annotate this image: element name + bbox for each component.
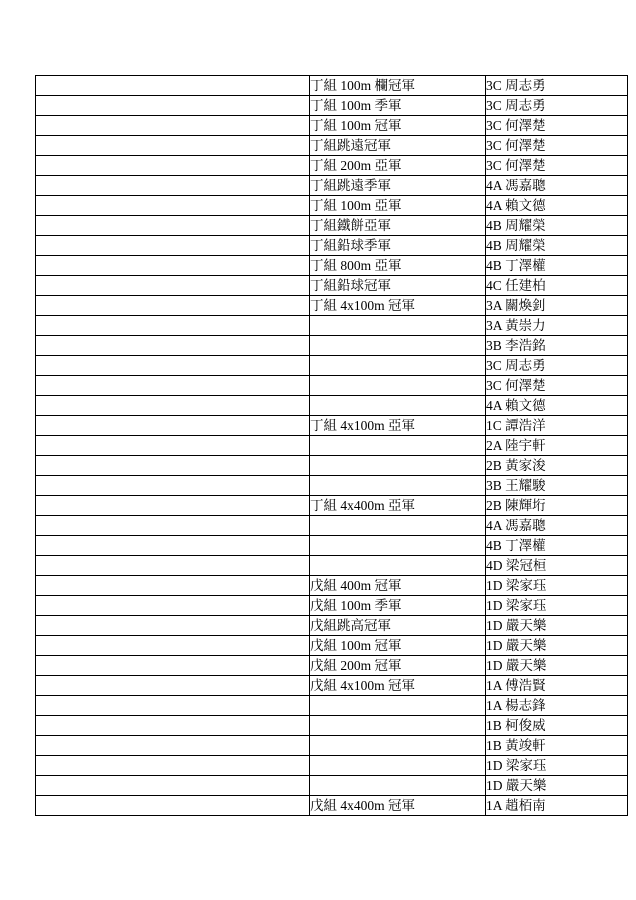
- award-row: [36, 376, 628, 396]
- event-cell: [310, 436, 486, 456]
- awardee-cell: 2A 陸宇軒: [486, 436, 628, 456]
- event-cell: [310, 776, 486, 796]
- event-cell: [310, 376, 486, 396]
- award-row: [36, 196, 628, 216]
- awardee-cell: 3A 關煥釗: [486, 296, 628, 316]
- awardee-cell: 4B 丁澤權: [486, 536, 628, 556]
- award-row: [36, 636, 628, 656]
- awardee-cell: 2B 陳輝垳: [486, 496, 628, 516]
- awardee-cell: 1A 傅浩賢: [486, 676, 628, 696]
- award-row: [36, 216, 628, 236]
- awardee-cell: 3C 何澤楚: [486, 116, 628, 136]
- blank-cell: [36, 396, 310, 416]
- awardee-cell: 2B 黃家浚: [486, 456, 628, 476]
- blank-cell: [36, 696, 310, 716]
- blank-cell: [36, 276, 310, 296]
- event-cell: 戊組跳高冠軍: [310, 616, 486, 636]
- blank-cell: [36, 136, 310, 156]
- event-cell: 丁組跳遠季軍: [310, 176, 486, 196]
- event-cell: 戊組 100m 季軍: [310, 596, 486, 616]
- award-row: [36, 796, 628, 816]
- awardee-cell: 1D 嚴天樂: [486, 656, 628, 676]
- blank-cell: [36, 496, 310, 516]
- event-cell: [310, 396, 486, 416]
- event-cell: [310, 556, 486, 576]
- blank-cell: [36, 296, 310, 316]
- event-cell: 丁組 4x400m 亞軍: [310, 496, 486, 516]
- event-cell: 戊組 100m 冠軍: [310, 636, 486, 656]
- blank-cell: [36, 536, 310, 556]
- award-row: [36, 536, 628, 556]
- awardee-cell: 1B 柯俊威: [486, 716, 628, 736]
- event-cell: 丁組鉛球冠軍: [310, 276, 486, 296]
- awardee-cell: 1D 梁家珏: [486, 596, 628, 616]
- awardee-cell: 3C 何澤楚: [486, 136, 628, 156]
- awardee-cell: 3C 周志勇: [486, 96, 628, 116]
- awardee-cell: 3C 周志勇: [486, 76, 628, 96]
- awardee-cell: 1C 譚浩洋: [486, 416, 628, 436]
- awardee-cell: 3B 李浩銘: [486, 336, 628, 356]
- awardee-cell: 1A 趙栢南: [486, 796, 628, 816]
- award-row: [36, 776, 628, 796]
- blank-cell: [36, 216, 310, 236]
- awardee-cell: 3B 王耀駿: [486, 476, 628, 496]
- event-cell: [310, 696, 486, 716]
- event-cell: [310, 736, 486, 756]
- award-row: [36, 236, 628, 256]
- blank-cell: [36, 796, 310, 816]
- blank-cell: [36, 96, 310, 116]
- blank-cell: [36, 156, 310, 176]
- awardee-cell: 1D 嚴天樂: [486, 616, 628, 636]
- awards-table-body: [36, 76, 628, 816]
- event-cell: [310, 456, 486, 476]
- award-row: [36, 436, 628, 456]
- event-cell: 戊組 4x400m 冠軍: [310, 796, 486, 816]
- award-row: [36, 676, 628, 696]
- blank-cell: [36, 776, 310, 796]
- event-cell: 戊組 4x100m 冠軍: [310, 676, 486, 696]
- blank-cell: [36, 736, 310, 756]
- award-row: [36, 96, 628, 116]
- event-cell: 丁組 200m 亞軍: [310, 156, 486, 176]
- award-row: [36, 396, 628, 416]
- awardee-cell: 4D 梁冠桓: [486, 556, 628, 576]
- awardee-cell: 3C 何澤楚: [486, 376, 628, 396]
- awardee-cell: 1D 梁家珏: [486, 756, 628, 776]
- award-row: [36, 276, 628, 296]
- event-cell: 丁組 800m 亞軍: [310, 256, 486, 276]
- event-cell: 戊組 200m 冠軍: [310, 656, 486, 676]
- awardee-cell: 3C 周志勇: [486, 356, 628, 376]
- blank-cell: [36, 196, 310, 216]
- blank-cell: [36, 756, 310, 776]
- awards-table: [35, 75, 628, 816]
- event-cell: [310, 716, 486, 736]
- award-row: [36, 156, 628, 176]
- blank-cell: [36, 716, 310, 736]
- awardee-cell: 3C 何澤楚: [486, 156, 628, 176]
- award-row: [36, 496, 628, 516]
- award-row: [36, 696, 628, 716]
- awardee-cell: 1A 楊志鋒: [486, 696, 628, 716]
- award-row: [36, 76, 628, 96]
- award-row: [36, 516, 628, 536]
- event-cell: [310, 336, 486, 356]
- award-row: [36, 616, 628, 636]
- blank-cell: [36, 256, 310, 276]
- award-row: [36, 656, 628, 676]
- awardee-cell: 4B 周耀榮: [486, 216, 628, 236]
- event-cell: 戊組 400m 冠軍: [310, 576, 486, 596]
- award-row: [36, 756, 628, 776]
- award-row: [36, 476, 628, 496]
- event-cell: [310, 516, 486, 536]
- awardee-cell: 1D 梁家珏: [486, 576, 628, 596]
- blank-cell: [36, 416, 310, 436]
- blank-cell: [36, 116, 310, 136]
- awardee-cell: 4A 馮嘉聰: [486, 516, 628, 536]
- blank-cell: [36, 576, 310, 596]
- blank-cell: [36, 316, 310, 336]
- blank-cell: [36, 616, 310, 636]
- event-cell: 丁組 100m 季軍: [310, 96, 486, 116]
- awardee-cell: 4C 任建柏: [486, 276, 628, 296]
- awardee-cell: 4B 丁澤權: [486, 256, 628, 276]
- blank-cell: [36, 376, 310, 396]
- blank-cell: [36, 476, 310, 496]
- event-cell: 丁組鐵餅亞軍: [310, 216, 486, 236]
- event-cell: [310, 476, 486, 496]
- award-row: [36, 116, 628, 136]
- award-row: [36, 176, 628, 196]
- event-cell: [310, 536, 486, 556]
- award-row: [36, 736, 628, 756]
- event-cell: 丁組 100m 亞軍: [310, 196, 486, 216]
- event-cell: 丁組 4x100m 冠軍: [310, 296, 486, 316]
- blank-cell: [36, 456, 310, 476]
- blank-cell: [36, 516, 310, 536]
- awardee-cell: 1B 黃竣軒: [486, 736, 628, 756]
- awardee-cell: 1D 嚴天樂: [486, 636, 628, 656]
- event-cell: 丁組 100m 欄冠軍: [310, 76, 486, 96]
- award-row: [36, 316, 628, 336]
- event-cell: 丁組 4x100m 亞軍: [310, 416, 486, 436]
- event-cell: [310, 756, 486, 776]
- blank-cell: [36, 176, 310, 196]
- awardee-cell: 4A 馮嘉聰: [486, 176, 628, 196]
- awardee-cell: 4A 賴文德: [486, 196, 628, 216]
- awardee-cell: 4B 周耀榮: [486, 236, 628, 256]
- event-cell: 丁組鉛球季軍: [310, 236, 486, 256]
- event-cell: 丁組 100m 冠軍: [310, 116, 486, 136]
- awardee-cell: 3A 黃崇力: [486, 316, 628, 336]
- award-row: [36, 296, 628, 316]
- event-cell: 丁組跳遠冠軍: [310, 136, 486, 156]
- award-row: [36, 556, 628, 576]
- blank-cell: [36, 236, 310, 256]
- award-row: [36, 336, 628, 356]
- awardee-cell: 1D 嚴天樂: [486, 776, 628, 796]
- event-cell: [310, 356, 486, 376]
- blank-cell: [36, 336, 310, 356]
- award-row: [36, 596, 628, 616]
- award-row: [36, 456, 628, 476]
- award-row: [36, 356, 628, 376]
- blank-cell: [36, 356, 310, 376]
- blank-cell: [36, 636, 310, 656]
- award-row: [36, 416, 628, 436]
- blank-cell: [36, 596, 310, 616]
- blank-cell: [36, 436, 310, 456]
- event-cell: [310, 316, 486, 336]
- blank-cell: [36, 676, 310, 696]
- blank-cell: [36, 556, 310, 576]
- award-row: [36, 256, 628, 276]
- award-row: [36, 136, 628, 156]
- award-row: [36, 576, 628, 596]
- awardee-cell: 4A 賴文德: [486, 396, 628, 416]
- blank-cell: [36, 76, 310, 96]
- award-row: [36, 716, 628, 736]
- blank-cell: [36, 656, 310, 676]
